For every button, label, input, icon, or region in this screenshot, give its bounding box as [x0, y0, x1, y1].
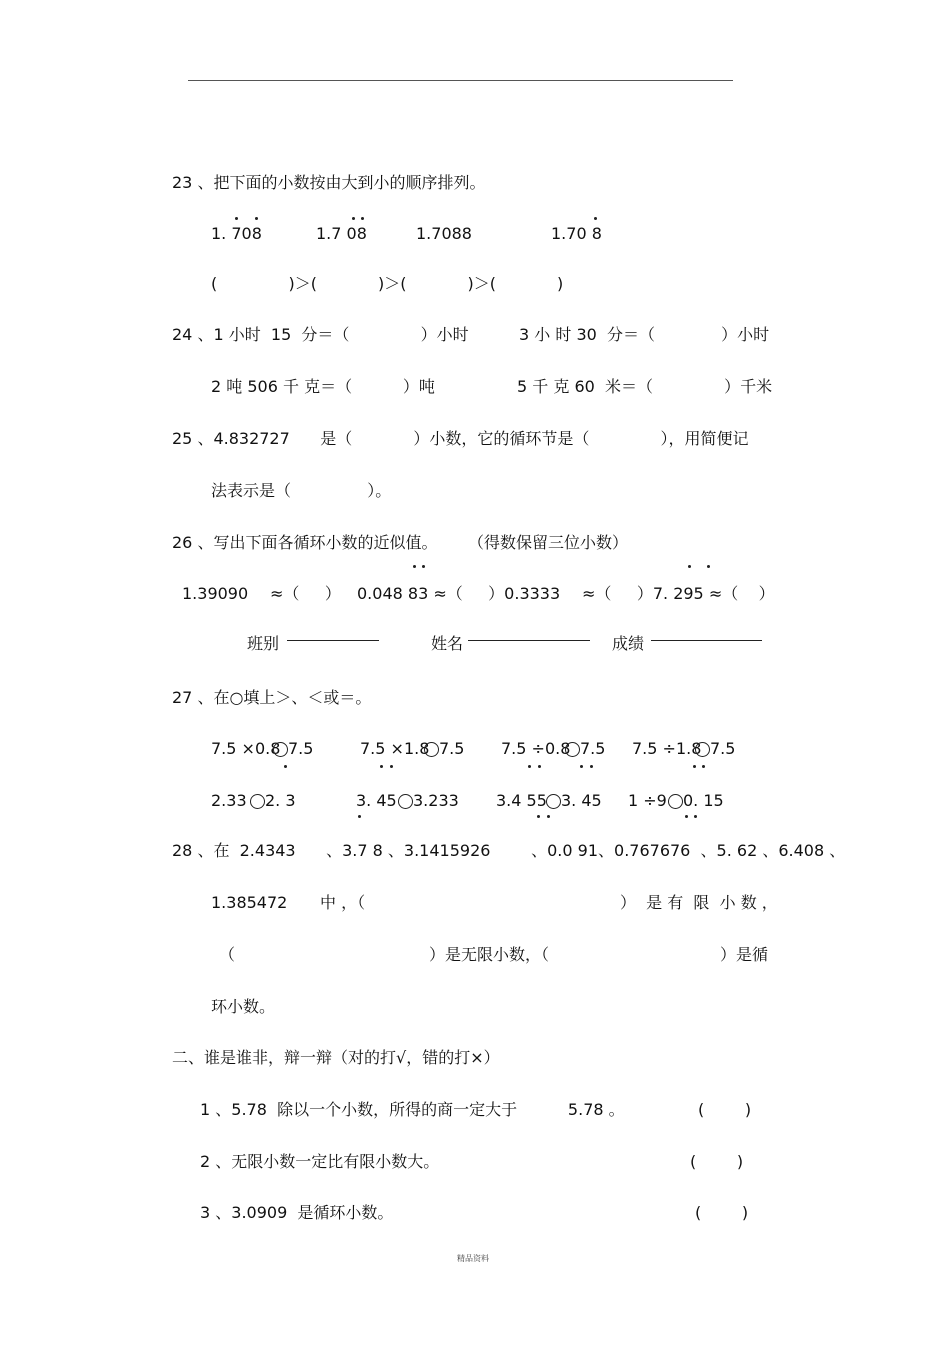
compare-circle[interactable] [546, 794, 561, 809]
repeat-dot [693, 765, 696, 768]
q23-number-3: 1.7088 [416, 224, 472, 243]
name-label: 姓名 [431, 634, 464, 653]
q27-r1-right-4: 7.5 [710, 739, 736, 758]
q28-line-3c: ）是循 [720, 945, 769, 964]
q27-title: 27 、在○填上＞、＜或＝。 [172, 688, 372, 707]
repeat-dot [352, 217, 355, 220]
repeat-dot [594, 217, 597, 220]
repeat-dot [537, 815, 540, 818]
q28-line-3b: ）是无限小数，（ [429, 945, 550, 964]
part2-item-1-answer[interactable]: ( ) [698, 1100, 752, 1119]
name-blank[interactable] [468, 640, 590, 641]
header-rule [188, 80, 733, 81]
repeat-dot [538, 765, 541, 768]
repeat-dot [235, 217, 238, 220]
q24-item-b: 3 小 时 30 分＝（ ）小时 [519, 325, 770, 344]
q25-line-2: 法表示是（ ）。 [211, 481, 392, 500]
q27-r1-left-2: 7.5 ×1.8 [360, 739, 435, 758]
compare-circle[interactable] [424, 742, 439, 757]
compare-circle[interactable] [273, 742, 288, 757]
repeat-dot [685, 815, 688, 818]
q27-r2-left-3: 3.4 55 [496, 791, 552, 810]
part2-item-3: 3 、3.0909 是循环小数。 [200, 1203, 394, 1222]
repeat-dot [688, 565, 691, 568]
repeat-dot [358, 815, 361, 818]
q27-r1-left-4: 7.5 ÷1.8 [632, 739, 707, 758]
compare-circle[interactable] [398, 794, 413, 809]
q28-line-2a: 1.385472 [211, 893, 288, 912]
q27-r1-left-3: 7.5 ÷0.8 [501, 739, 576, 758]
repeat-dot [361, 217, 364, 220]
q24-item-c: 2 吨 506 千 克＝（ ）吨 [211, 377, 435, 396]
compare-circle[interactable] [250, 794, 265, 809]
repeat-dot [702, 765, 705, 768]
q28-line-1: 28 、在 2.4343 、3.7 8 、3.1415926 、0.0 91、0.767676 、5. 62 、6.408 、 [172, 841, 846, 860]
q27-r1-right-2: 7.5 [439, 739, 465, 758]
compare-circle[interactable] [668, 794, 683, 809]
score-label: 成绩 [612, 634, 645, 653]
repeat-dot [380, 765, 383, 768]
repeat-dot [390, 765, 393, 768]
q27-r2-left-1: 2.33 [211, 791, 252, 810]
repeat-dot [694, 815, 697, 818]
q23-answer-row: ( )＞( )＞( )＞( ) [211, 274, 564, 293]
part2-item-2-answer[interactable]: ( ) [690, 1152, 744, 1171]
q27-r2-right-1: 2. 3 [265, 791, 296, 810]
compare-circle[interactable] [695, 742, 710, 757]
q26-title: 26 、写出下面各循环小数的近似值。 （得数保留三位小数） [172, 533, 628, 552]
q27-r2-right-4: 0. 15 [683, 791, 724, 810]
repeat-dot [547, 815, 550, 818]
repeat-dot [528, 765, 531, 768]
repeat-dot [284, 765, 287, 768]
repeat-dot [413, 565, 416, 568]
part2-item-3-answer[interactable]: ( ) [695, 1203, 749, 1222]
class-label: 班别 [247, 634, 280, 653]
q23-number-1: 1. 708 [211, 224, 262, 243]
score-blank[interactable] [651, 640, 762, 641]
part2-item-2: 2 、无限小数一定比有限小数大。 [200, 1152, 440, 1171]
q27-r2-left-4: 1 ÷9 [628, 791, 672, 810]
repeat-dot [580, 765, 583, 768]
q27-r1-right-3: 7.5 [580, 739, 606, 758]
q26-item-4: ≈（ ）7. 295 ≈（ ） [582, 584, 775, 603]
q27-r2-left-2: 3. 45 [356, 791, 402, 810]
repeat-dot [707, 565, 710, 568]
footer-note: 精品资料 [457, 1254, 489, 1263]
q23-title: 23 、把下面的小数按由大到小的顺序排列。 [172, 173, 486, 192]
q25-line-1: 25 、4.832727 是（ ）小数，它的循环节是（ ），用简便记 [172, 429, 749, 448]
q24-item-d: 5 千 克 60 米＝（ ）千米 [517, 377, 773, 396]
q23-number-4: 1.70 8 [551, 224, 602, 243]
q26-item-1: 1.39090 [182, 584, 249, 603]
q28-line-2b: 中 ，（ [320, 893, 366, 912]
q26-item-2: ≈（ ） [270, 584, 341, 603]
part2-item-1: 1 、5.78 除以一个小数，所得的商一定大于 5.78 。 [200, 1100, 625, 1119]
q24-item-a: 24 、1 小时 15 分＝（ ）小时 [172, 325, 469, 344]
q27-r2-right-3: 3. 45 [561, 791, 602, 810]
compare-circle[interactable] [565, 742, 580, 757]
q27-r2-right-2: 3.233 [413, 791, 459, 810]
repeat-dot [255, 217, 258, 220]
q28-line-2c: ） 是 有 限 小 数 ， [620, 893, 778, 912]
q28-line-3a: （ [219, 945, 236, 964]
q27-r1-right-1: 7.5 [288, 739, 314, 758]
repeat-dot [422, 565, 425, 568]
class-blank[interactable] [287, 640, 379, 641]
repeat-dot [590, 765, 593, 768]
q28-line-4: 环小数。 [211, 997, 276, 1016]
part2-title: 二、谁是谁非，辩一辩（对的打√，错的打×） [172, 1048, 500, 1067]
q27-r1-left-1: 7.5 ×0.8 [211, 739, 286, 758]
q23-number-2: 1.7 08 [316, 224, 367, 243]
q26-item-3: 0.048 83 ≈（ ）0.3333 [357, 584, 561, 603]
